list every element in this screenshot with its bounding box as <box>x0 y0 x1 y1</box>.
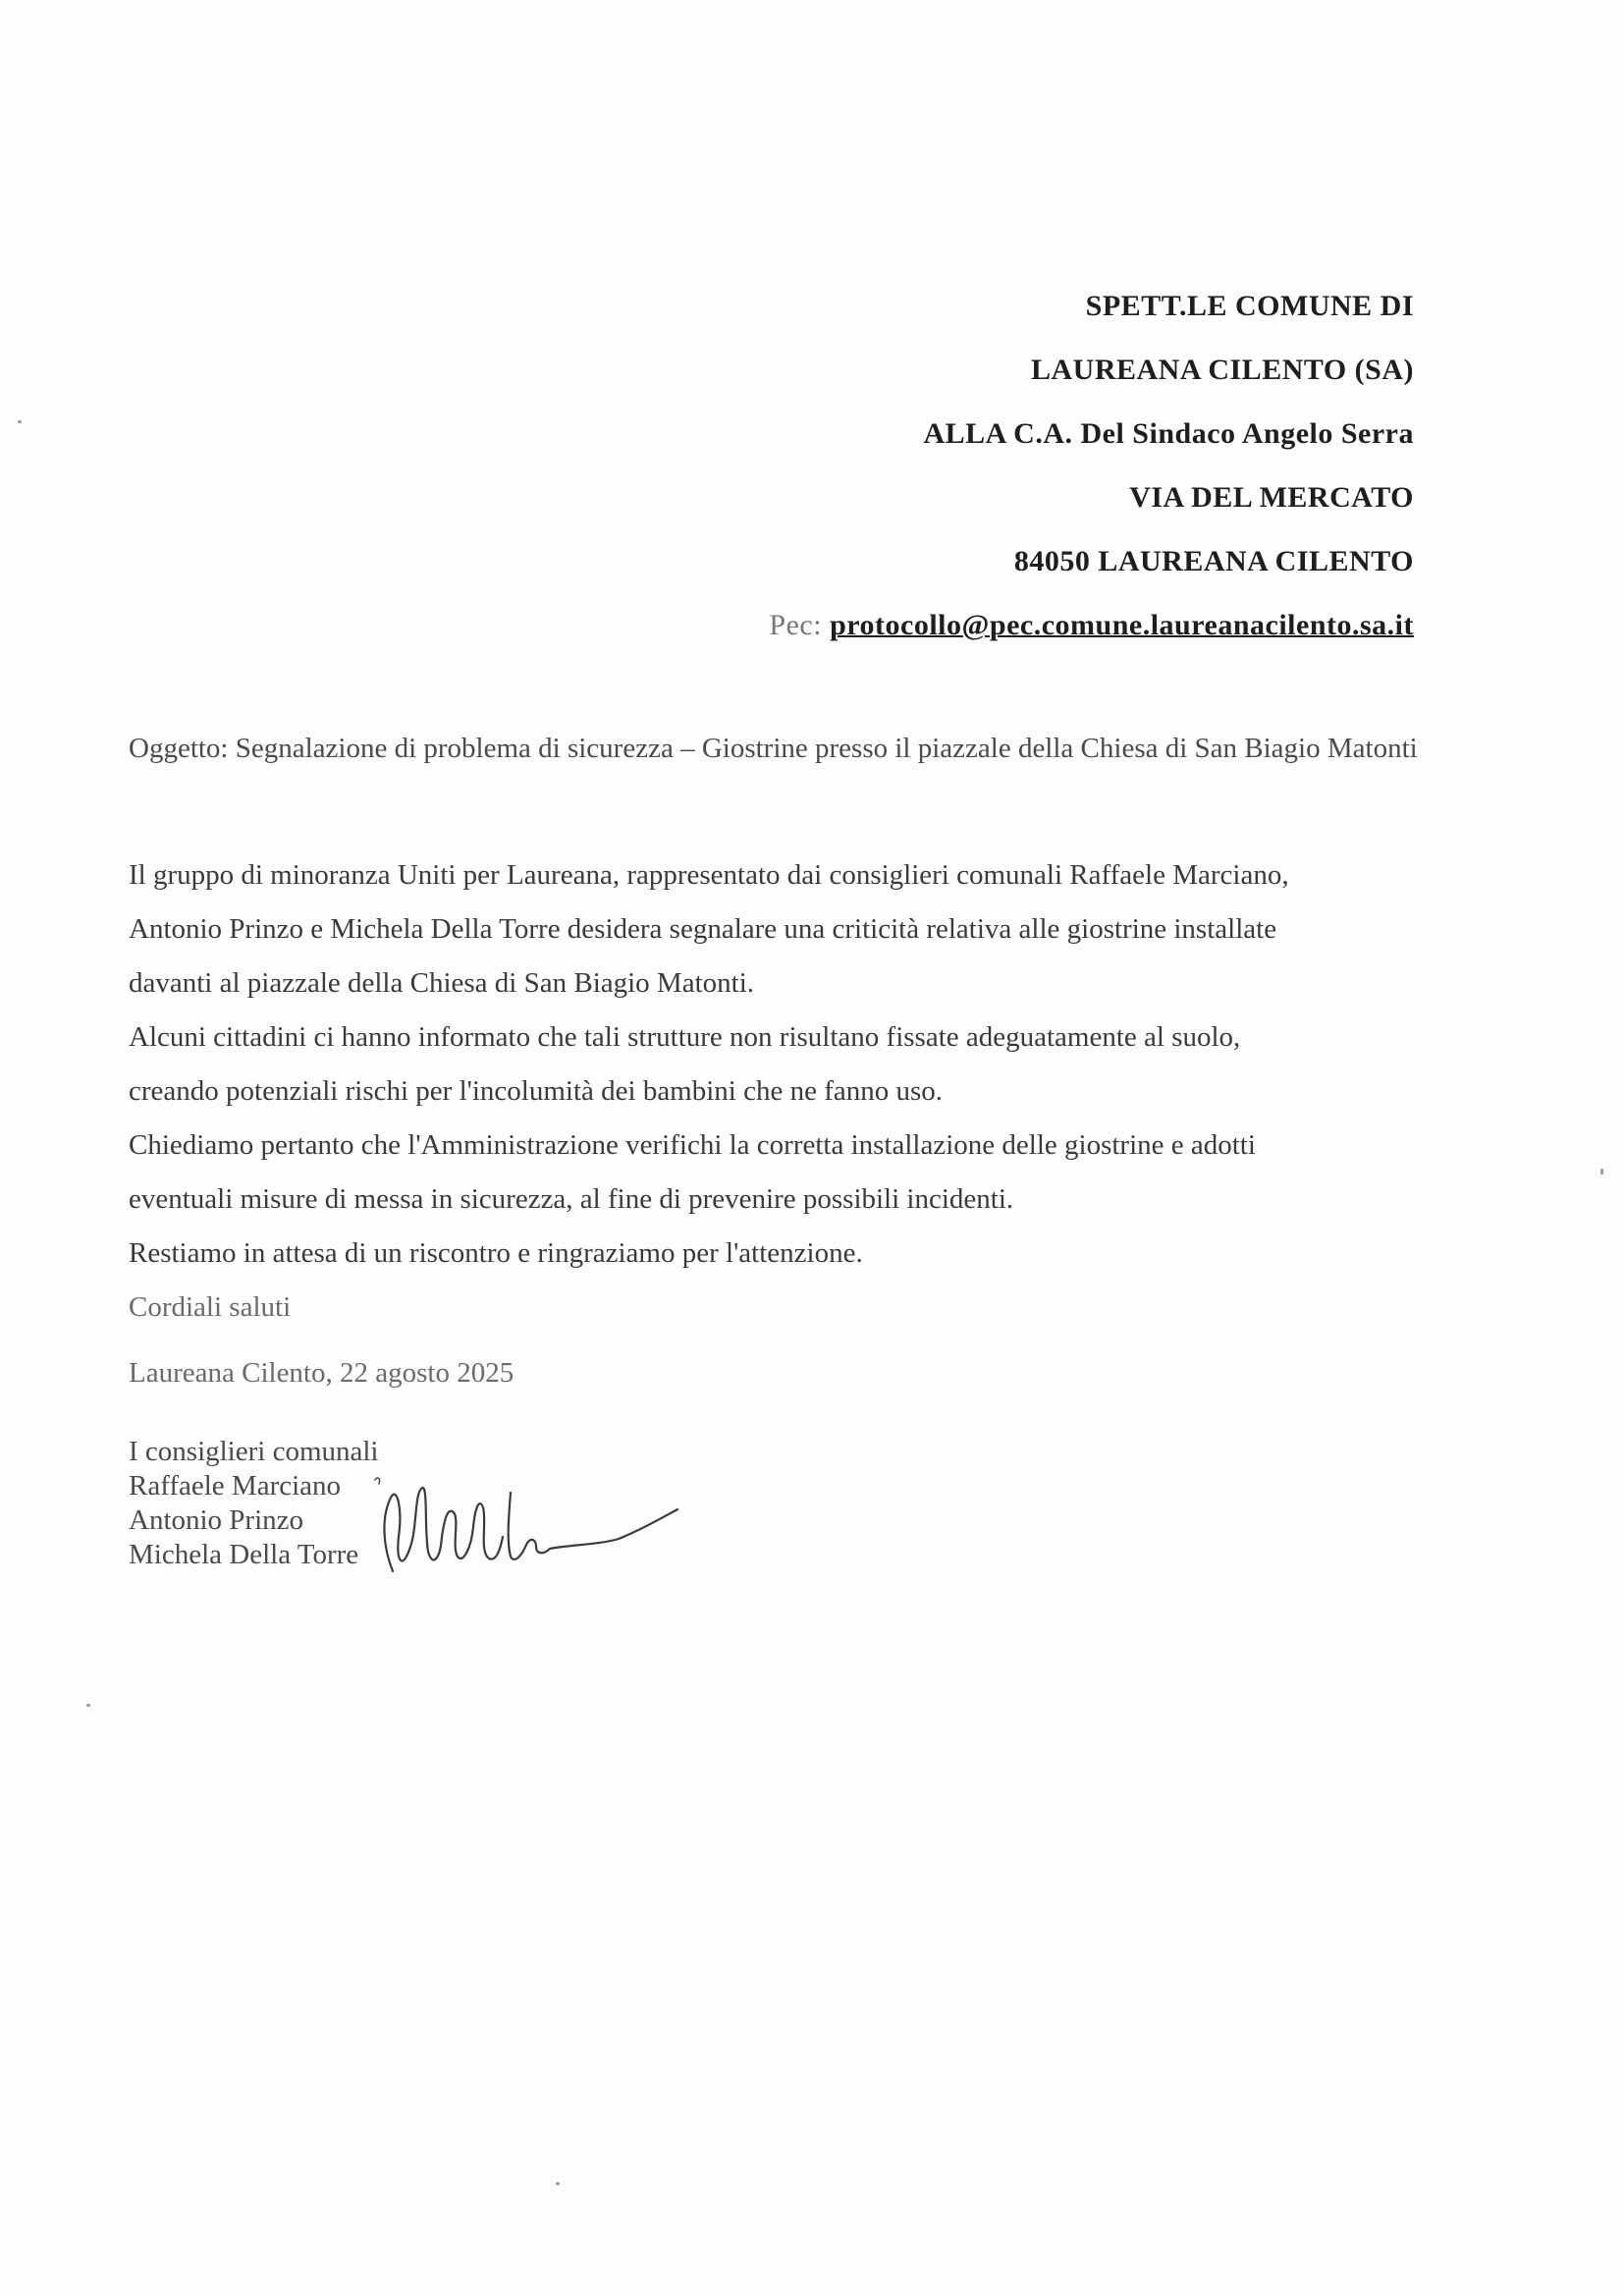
scan-speck <box>1600 1169 1603 1175</box>
body-line: Chiediamo pertanto che l'Amministrazione verifichi la corretta installazione delle giostrine e adotti <box>129 1129 1256 1161</box>
recipient-line-5: 84050 LAUREANA CILENTO <box>1013 545 1414 577</box>
body-line: Alcuni cittadini ci hanno informato che tali strutture non risultano fissate adeguatamente al suolo, <box>129 1021 1241 1053</box>
signers-block <box>129 1435 379 1572</box>
pec-address-link[interactable]: protocollo@pec.comune.laureanacilento.sa.it <box>830 609 1414 641</box>
scan-speck <box>18 420 22 423</box>
closing-greeting: Cordiali saluti <box>129 1291 292 1323</box>
recipient-address-block <box>769 281 1414 664</box>
body-line: davanti al piazzale della Chiesa di San Biagio Matonti. <box>129 967 755 999</box>
letter-date: Laureana Cilento, 22 agosto 2025 <box>129 1357 514 1389</box>
recipient-pec <box>769 600 1414 664</box>
body-line: creando potenziali rischi per l'incolumità dei bambini che ne fanno uso. <box>129 1075 944 1107</box>
scan-speck <box>86 1704 90 1707</box>
signer-name: Raffaele Marciano <box>129 1470 342 1502</box>
recipient-line-2: LAUREANA CILENTO (SA) <box>1030 354 1414 386</box>
letter-body <box>129 848 1415 1335</box>
body-line: eventuali misure di messa in sicurezza, al fine di prevenire possibili incidenti. <box>129 1183 1014 1215</box>
signer-name: Michela Della Torre <box>129 1539 359 1570</box>
scan-speck <box>556 2182 560 2185</box>
letter-subject: Oggetto: Segnalazione di problema di sicurezza – Giostrine presso il piazzale della Chiesa di San Biagio Matonti <box>129 733 1418 764</box>
signer-name: Antonio Prinzo <box>129 1504 304 1536</box>
pec-label: Pec: <box>769 609 823 641</box>
body-line: Antonio Prinzo e Michela Della Torre desidera segnalare una criticità relativa alle giostrine installate <box>129 913 1277 945</box>
body-line: Il gruppo di minoranza Uniti per Laureana, rappresentato dai consiglieri comunali Raffaele Marciano, <box>129 859 1289 891</box>
recipient-line-1: SPETT.LE COMUNE DI <box>1085 290 1414 322</box>
recipient-line-3: ALLA C.A. Del Sindaco Angelo Serra <box>923 417 1414 450</box>
signers-heading: I consiglieri comunali <box>129 1436 379 1467</box>
recipient-line-4: VIA DEL MERCATO <box>1129 481 1414 514</box>
handwritten-signature <box>363 1468 687 1581</box>
body-line: Restiamo in attesa di un riscontro e ringraziamo per l'attenzione. <box>129 1237 863 1269</box>
